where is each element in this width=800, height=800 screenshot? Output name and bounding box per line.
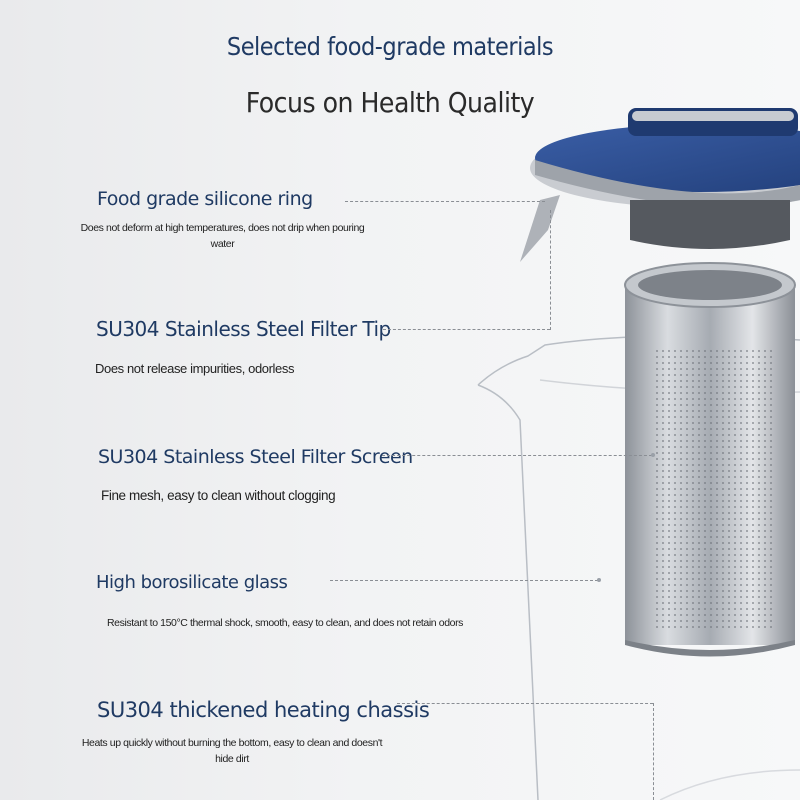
pointer-dot <box>651 453 655 457</box>
leader-line <box>382 455 652 456</box>
feature-title-silicone-ring: Food grade silicone ring <box>97 188 313 210</box>
leader-line <box>345 201 545 202</box>
leader-line <box>330 580 598 581</box>
feature-desc-borosilicate-glass: Resistant to 150°C thermal shock, smooth, easy to clean, and does not retain odors <box>107 617 464 629</box>
page-subtitle: Focus on Health Quality <box>245 86 535 119</box>
leader-line <box>653 703 654 800</box>
page-title: Selected food-grade materials <box>226 32 554 61</box>
leader-line <box>397 703 653 704</box>
feature-title-filter-screen: SU304 Stainless Steel Filter Screen <box>98 446 413 468</box>
feature-desc-filter-tip: Does not release impurities, odorless <box>95 361 295 376</box>
feature-title-heating-chassis: SU304 thickened heating chassis <box>97 698 430 722</box>
feature-desc-silicone-ring: Does not deform at high temperatures, does not drip when pouring water <box>80 222 365 250</box>
leader-line <box>550 210 551 330</box>
feature-desc-heating-chassis: Heats up quickly without burning the bottom, easy to clean and doesn't hide dirt <box>81 737 383 765</box>
pointer-dot <box>597 578 601 582</box>
feature-title-borosilicate-glass: High borosilicate glass <box>96 572 288 593</box>
feature-title-filter-tip: SU304 Stainless Steel Filter Tip <box>96 317 391 341</box>
leader-line <box>383 329 550 330</box>
lid <box>520 108 800 262</box>
feature-desc-filter-screen: Fine mesh, easy to clean without clogging <box>101 488 336 503</box>
filter-cylinder <box>625 263 795 657</box>
